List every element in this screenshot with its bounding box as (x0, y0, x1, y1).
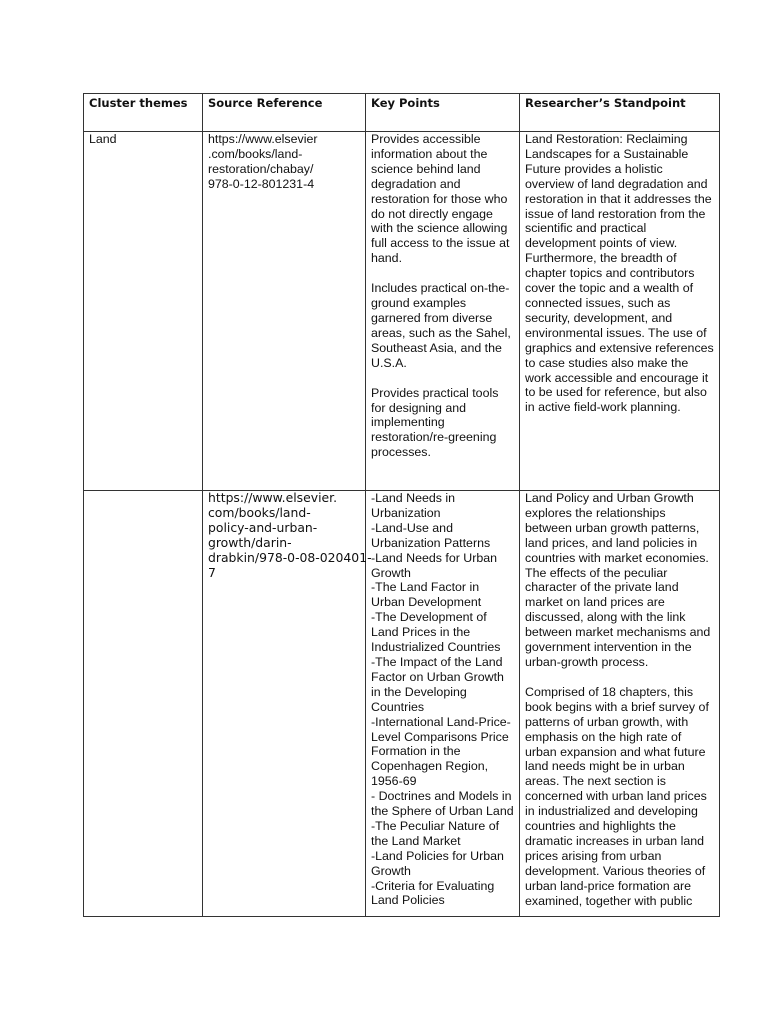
key-point-paragraph: Provides accessible information about the science behind land degradation and restoration for those who do not directly engage with the science allowing full access to the issue at hand. (371, 132, 510, 266)
key-point-item: -Land Needs in Urbanization (371, 491, 456, 520)
key-point-item: -Land Needs for Urban Growth (371, 550, 498, 580)
standpoint-cell (520, 132, 720, 491)
table-row (84, 491, 720, 917)
source-line[interactable]: drabkin/978-0-08-020401- (208, 549, 372, 565)
header-researchers-standpoint: Researcher’s Standpoint (520, 94, 720, 132)
standpoint-paragraph: Land Policy and Urban Growth explores the relationships between urban growth patterns, land prices, and land policies in countries with market economies. The effects of the peculiar character of the private land market on land prices are discussed, along with the link between market mechanisms and government intervention in the urban-growth process. (525, 491, 711, 669)
literature-review-table (83, 93, 720, 917)
key-point-item: -Criteria for Evaluating Land Policies (371, 878, 495, 908)
cluster-cell: Land (84, 132, 203, 491)
key-point-item: - Doctrines and Models in the Sphere of Urban Land (371, 789, 514, 819)
header-source-reference: Source Reference (203, 94, 366, 132)
key-point-item: -Land Policies for Urban Growth (371, 848, 504, 878)
key-point-item: -Land-Use and Urbanization Patterns (371, 520, 491, 550)
source-cell (203, 132, 366, 491)
key-points-cell (366, 491, 520, 917)
source-line[interactable]: com/books/land- (208, 504, 311, 520)
source-line[interactable]: https://www.elsevier. (208, 490, 338, 505)
cluster-cell (84, 491, 203, 917)
source-line[interactable]: 7 (208, 564, 216, 580)
header-cluster-themes: Cluster themes (84, 94, 203, 132)
key-point-item: -The Peculiar Nature of the Land Market (371, 818, 500, 848)
key-point-item: -The Land Factor in Urban Development (371, 580, 482, 610)
source-line[interactable]: https://www.elsevier (208, 132, 318, 146)
source-line[interactable]: .com/books/land- (208, 146, 303, 161)
key-point-item: -The Impact of the Land Factor on Urban Growth in the Developing Countries (371, 654, 504, 714)
table-row (84, 132, 720, 491)
standpoint-cell (520, 491, 720, 917)
header-row (84, 94, 720, 132)
source-line[interactable]: growth/darin- (208, 534, 292, 550)
standpoint-paragraph: Land Restoration: Reclaiming Landscapes for a Sustainable Future provides a holistic overview of land degradation and restoration in that it addresses the issue of land restoration from the scientific and practical development points of view. Furthermore, the breadth of chapter topics and contributors cover the topic and a wealth of connected issues, such as security, development, and environmental issues. The use of graphics and extensive references to case studies also make the work accessible and encourage it to be used for reference, but also in active field-work planning. (525, 132, 714, 415)
source-line[interactable]: policy-and-urban- (208, 519, 318, 535)
key-points-cell (366, 132, 520, 491)
source-line[interactable]: restoration/chabay/ (208, 161, 314, 176)
header-key-points: Key Points (366, 94, 520, 132)
key-point-item: -The Development of Land Prices in the Industrialized Countries (371, 610, 501, 655)
source-line[interactable]: 978-0-12-801231-4 (208, 176, 315, 191)
source-cell (203, 490, 372, 917)
standpoint-paragraph: Comprised of 18 chapters, this book begins with a brief survey of patterns of urban growth, with emphasis on the high rate of urban expansion and what future land needs might be in urban areas. The next section is concerned with urban land prices in industrialized and developing countries and highlights the dramatic increases in urban land prices arising from urban development. Various theories of urban land-price formation are examined, together with public (525, 684, 709, 908)
key-point-paragraph: Provides practical tools for designing and implementing restoration/re-greening processes. (371, 385, 499, 460)
key-point-item: -International Land-Price-Level Comparisons Price Formation in the Copenhagen Region, 1956-69 (371, 714, 511, 789)
key-point-paragraph: Includes practical on-the-ground examples garnered from diverse areas, such as the Sahel, Southeast Asia, and the U.S.A. (371, 281, 511, 370)
